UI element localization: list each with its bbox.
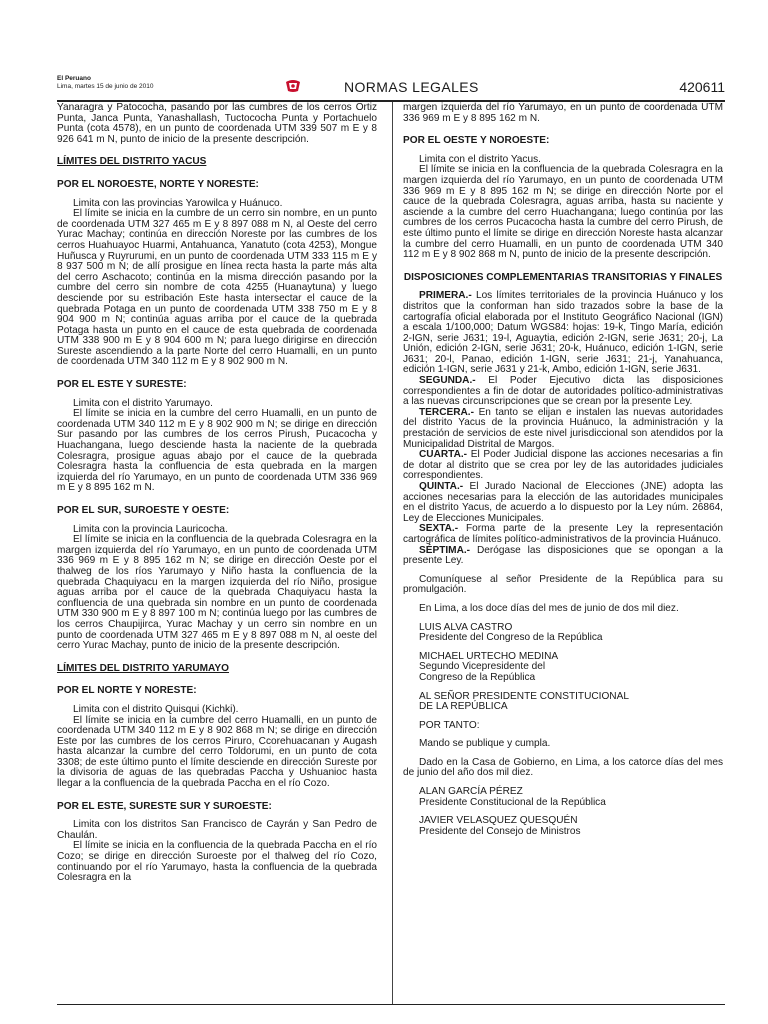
subsection-heading: POR EL NORTE Y NORESTE: — [57, 685, 197, 697]
disposition-text: Los límites territoriales de la provincia Huánuco y los distritos que la conforman han sido trazados sobre la base de la cartografía oficial elaborada por el Instituto Geográfico Nacional (IGN) a escala 1/100,000; Datum WGS84: hojas: 19-k, Tingo María, edición 2-IGN, serie J631; 19-l, Aguaytia, edición 2-IGN, serie J631; 20-j, La Unión, edición 2-IGN, serie J631; 20-k, Huánuco, edición 1-IGN, serie J631; 20-l, Panao, edición 1-IGN, serie J631; 21-j, Yanahuanca, edición 1-IGN, serie J631 y 21-k, Ambo, edición 1-IGN, serie J631. — [403, 290, 723, 376]
disposition-label: TERCERA.- — [419, 406, 474, 418]
disposition — [403, 546, 723, 567]
signatory-title: Presidente del Congreso de la República — [419, 632, 603, 644]
disposition-label: SEXTA.- — [419, 523, 459, 535]
addressee: DE LA REPÚBLICA — [419, 701, 508, 713]
closing-paragraph: Comuníquese al señor Presidente de la República para su promulgación. — [403, 573, 723, 596]
disposition — [403, 291, 723, 376]
disposition-label: QUINTA.- — [419, 481, 464, 492]
paragraph: Limita con el distrito Yacus. — [419, 153, 541, 165]
disposition — [403, 450, 723, 482]
coat-of-arms-icon — [285, 79, 301, 93]
closing-paragraph: Mando se publique y cumpla. — [419, 738, 551, 750]
signatory-name: JAVIER VELASQUEZ QUESQUÉN — [419, 815, 578, 827]
subsection-heading: POR EL ESTE, SURESTE SUR Y SUROESTE: — [57, 800, 272, 812]
disposition — [403, 376, 723, 408]
addressee: AL SEÑOR PRESIDENTE CONSTITUCIONAL — [419, 690, 629, 702]
disposition — [403, 408, 723, 450]
signatory-title: Presidente Constitucional de la República — [419, 796, 606, 808]
disposition-text: El Poder Judicial dispone las acciones necesarias a fin de dotar al distrito que se crea por ley de las autoridades judiciales correspondientes. — [403, 449, 723, 482]
closing-paragraph: En Lima, a los doce días del mes de junio de dos mil diez. — [419, 602, 679, 614]
disposition — [403, 482, 723, 524]
publication-name: El Peruano — [57, 75, 91, 82]
disposition-text: El Jurado Nacional de Elecciones (JNE) adopta las acciones necesarias para la elección de las autoridades municipales en el distrito Yacus, de acuerdo a lo dispuesto por la Ley núm. 26864, Ley de Elecciones Municipales. — [403, 481, 723, 524]
paragraph: Limita con el distrito Quisqui (Kichki). — [73, 703, 239, 715]
signatory-title: Segundo Vicepresidente del — [419, 661, 546, 673]
paragraph: Limita con los distritos San Francisco de Cayrán y San Pedro de Chaulán. — [57, 819, 377, 841]
right-column — [403, 103, 723, 837]
subsection-heading: POR EL SUR, SUROESTE Y OESTE: — [57, 505, 230, 516]
section-heading: LÍMITES DEL DISTRITO YARUMAYO — [57, 662, 229, 674]
footer-rule — [57, 1004, 725, 1005]
disposition-text: Derógase las disposiciones que se opongan a la presente Ley. — [403, 544, 723, 567]
signatory-name: ALAN GARCÍA PÉREZ — [419, 786, 523, 798]
disposition-label: CUARTA.- — [419, 449, 468, 461]
header-left — [57, 75, 153, 91]
paragraph: El límite se inicia en la confluencia de la quebrada Colesragra en la margen izquierda del río Yarumayo, en un punto de coordenada UTM 336 969 m E y 8 895 162 m N; se dirige en dirección Norte por el cauce de la quebrada Colesragra, aguas arriba, hasta su naciente y asciende a la cumbre del cerro Huachangana; luego continúa por las cumbres de los cerros Pucacocha hasta la cumbre del cerro Pirush, de este último punto el límite se dirige en dirección Noreste hasta alcanzar la cumbre del cerro Huamalli, en un punto de coordenada UTM 340 112 m E y 8 902 868 m N, punto de inicio de la presente descripción. — [403, 164, 723, 261]
closing-paragraph: Dado en la Casa de Gobierno, en Lima, a los catorce días del mes de junio del año dos mil diez. — [403, 756, 723, 779]
paragraph: El límite se inicia en la cumbre del cerro Huamalli, en un punto de coordenada UTM 340 112 m E y 8 902 900 m N; se dirige en dirección Sur pasando por las cumbres de los cerros Pirush, Pucacocha y Huachangana, luego desciende hasta la naciente de la quebrada Colesragra, prosigue aguas abajo por el cauce de la quebrada Colesragra hasta la confluencia de esta quebrada en la margen izquierda del río Yarumayo, en un punto de coordenada UTM 336 969 m E y 8 895 162 m N. — [57, 408, 377, 494]
paragraph: El límite se inicia en la cumbre de un cerro sin nombre, en un punto de coordenada UTM 327 465 m E y 8 897 088 m N, al Oeste del cerro Yurac Machay; continúa en dirección Noreste por las cumbres de los cerros Huahuayoc Huarmi, Antahuanca, Yanatuto (cota 4253), Mongue Huñusca y Ruyrurumi, en un punto de coordenada UTM 333 115 m E y 8 937 500 m N; de allí prosigue en línea recta hasta la parte más alta del cerro Aschacoto; continúa en la misma dirección pasando por la cumbre del cerro sin nombre de cota 4255 (Huanaytuna) y luego desciende por su estribación Este hasta intersectar el cauce de la quebrada Potaga en un punto de coordenada UTM 338 750 m E y 8 904 900 m N; continúa aguas arriba por el cauce de la quebrada Potaga hasta un punto en el cauce de esta quebrada de coordenada UTM 338 900 m E y 8 904 600 m N; para luego dirigirse en dirección Sureste ascendiendo a la parte Norte del cerro Huamalli, en un punto de coordenada UTM 340 112 m E y 8 902 900 m N. — [57, 208, 377, 368]
signatory-title: Congreso de la República — [419, 671, 536, 683]
disposition-label: PRIMERA.- — [419, 290, 472, 302]
disposition — [403, 524, 723, 545]
paragraph: El límite se inicia en la cumbre del cerro Huamalli, en un punto de coordenada UTM 340 112 m E y 8 902 868 m N; se dirige en dirección Este por las cumbres de los cerros Piruro, Ccorehuacanan y Augash hasta alcanzar la cumbre del cerro Toldorumi, en un punto de cota 3308; de este último punto el límite desciende en dirección Sureste por la divisoria de aguas de las quebradas Paccha y Ushuanioc hasta llegar a la confluencia de la quebrada Paccha en el río Cozo. — [57, 714, 377, 790]
signatory-name: LUIS ALVA CASTRO — [419, 621, 513, 633]
paragraph: El límite se inicia en la confluencia de la quebrada Colesragra en la margen izquierda del río Yarumayo, en un punto de coordenada UTM 336 969 m E y 8 895 162 m N; se dirige en dirección Oeste por el thalweg de los ríos Yarumayo y Niño hasta la confluencia de la quebrada Chaquiyacu en la margen izquierda del río Niño, prosigue aguas arriba por el cauce de la quebrada Chaquiyacu hasta la confluencia de una quebrada sin nombre en un punto de coordenada UTM 330 900 m E y 8 897 100 m N; continúa luego por las cumbres de los cerros Chaupijirca, Yurac Machay y un cerro sin nombre en un punto de coordenada UTM 327 465 m E y 8 897 088 m N, al oeste del cerro Yurac Machay, punto de inicio de la presente descripción. — [57, 534, 377, 652]
disposition-text: En tanto se elijan e instalen las nuevas autoridades del distrito Yacus de la provincia Huánuco, la administración y la prestación de servicios de este nivel jurisdiccional son atendidos por la Municipalidad Distrital de Margos. — [403, 406, 723, 450]
paragraph: Limita con la provincia Lauricocha. — [73, 523, 228, 535]
publication-date: Lima, martes 15 de junio de 2010 — [57, 83, 154, 90]
page-number: 420611 — [679, 79, 725, 95]
disposition-text: El Poder Ejecutivo dicta las disposiciones correspondientes a fin de dotar de autoridades político-administrativas a las nuevas circunscripciones que se crean por la presente Ley. — [403, 375, 723, 408]
disposition-label: SEGUNDA.- — [419, 375, 476, 387]
paragraph: El límite se inicia en la confluencia de la quebrada Paccha en el río Cozo; se dirige en dirección Suroeste por el thalweg del río Cozo, continuando por el río Yarumayo, hasta la confluencia de la quebrada Colesragra en la — [57, 840, 377, 884]
left-column — [57, 103, 377, 884]
page-header — [57, 75, 725, 101]
disposition-text: Forma parte de la presente Ley la representación cartográfica de límites político-administrativos de la provincia Huánuco. — [403, 523, 723, 545]
paragraph: Limita con el distrito Yarumayo. — [73, 397, 213, 409]
disposition-label: SÉPTIMA.- — [419, 544, 471, 556]
paragraph: Limita con las provincias Yarowilca y Huánuco. — [73, 197, 283, 209]
paragraph: Yanaragra y Patococha, pasando por las cumbres de los cerros Ortiz Punta, Janca Punta, Yanashallash, Tuctococha Punta y Portachuelo Punta (cota 4578), en un punto de coordenada UTM 339 507 m E y 8 926 641 m N, punto de inicio de la presente descripción. — [57, 102, 377, 145]
subsection-heading: POR EL NOROESTE, NORTE Y NORESTE: — [57, 178, 259, 190]
section-title: NORMAS LEGALES — [344, 79, 479, 95]
section-heading: LÍMITES DEL DISTRITO YACUS — [57, 156, 207, 168]
signatory-title: Presidente del Consejo de Ministros — [419, 825, 581, 837]
column-divider — [392, 102, 393, 1004]
subsection-heading: POR EL OESTE Y NOROESTE: — [403, 135, 550, 147]
closing-paragraph: POR TANTO: — [419, 719, 480, 731]
section-heading: DISPOSICIONES COMPLEMENTARIAS TRANSITORIAS Y FINALES — [403, 271, 723, 283]
signatory-name: MICHAEL URTECHO MEDINA — [419, 650, 559, 662]
paragraph: margen izquierda del río Yarumayo, en un punto de coordenada UTM 336 969 m E y 8 895 162 m N. — [403, 102, 723, 124]
subsection-heading: POR EL ESTE Y SURESTE: — [57, 379, 187, 391]
